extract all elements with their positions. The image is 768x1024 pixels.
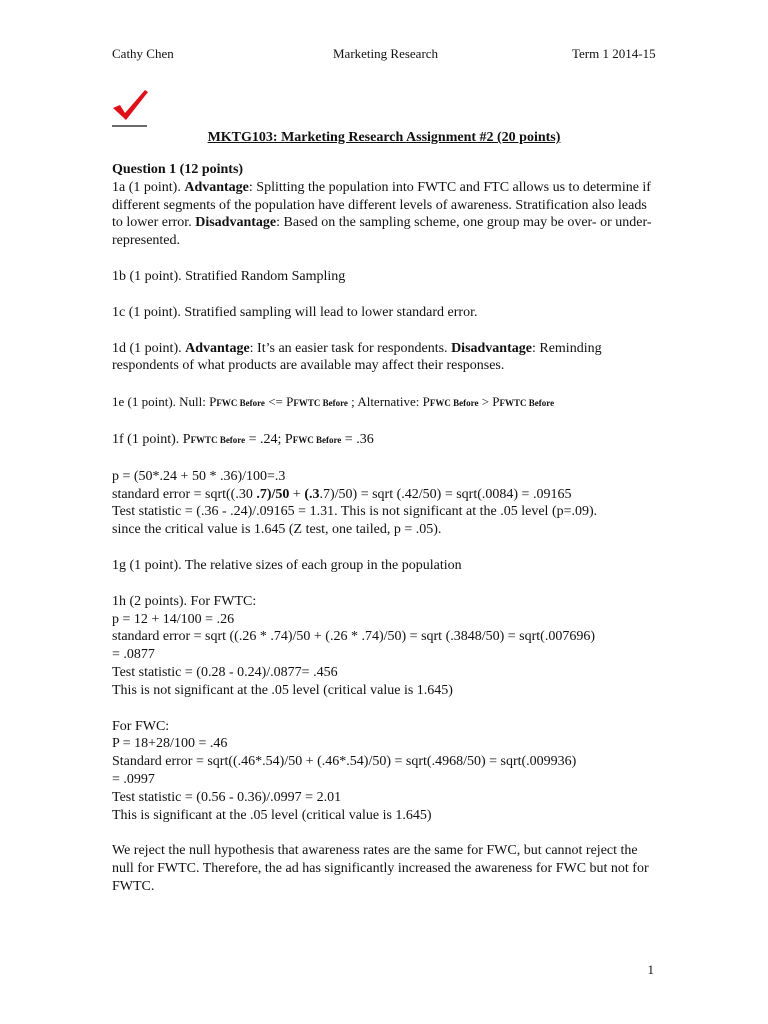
- se-part: standard error = sqrt((.30: [112, 486, 257, 502]
- final-conclusion: We reject the null hypothesis that awareness rates are the same for FWC, but cannot reject the null for FWTC. Therefore, the ad has significantly increased the awareness for FWC but not for FWTC.: [112, 843, 649, 894]
- header-author: Cathy Chen: [112, 46, 174, 61]
- fwc-se-line: Standard error = sqrt((.46*.54)/50 + (.46*.54)/50) = sqrt(.4968/50) = sqrt(.009936): [112, 754, 577, 770]
- answer-1c: 1c (1 point). Stratified sampling will lead to lower standard error.: [112, 304, 478, 320]
- se-part: +: [289, 486, 305, 502]
- header-term: Term 1 2014-15: [572, 46, 656, 61]
- pooled-p-line: p = (50*.24 + 50 * .36)/100=.3: [112, 468, 286, 484]
- header-course: Marketing Research: [333, 46, 439, 61]
- disadvantage-label: Disadvantage: [195, 215, 277, 231]
- answer-1h-heading: 1h (2 points). For FWTC:: [112, 593, 257, 609]
- advantage-label: Advantage: [185, 340, 250, 356]
- answer-1f-part: = .36: [341, 431, 374, 447]
- fwc-conclusion: This is significant at the .05 level (critical value is 1.645): [112, 807, 432, 823]
- critical-value-line: since the critical value is 1.645 (Z test, one tailed, p = .05).: [112, 522, 442, 538]
- answer-1a-disadvantage: : Based on the sampling scheme, one group may be over- or under-represented.: [112, 215, 652, 249]
- subscript: FWC Before: [292, 434, 342, 445]
- subscript: FWC Before: [216, 398, 265, 409]
- answer-1f-prefix: 1f (1 point). P: [112, 431, 191, 447]
- answer-1e-prefix: 1e (1 point). Null: P: [112, 394, 217, 410]
- answer-1d-prefix: 1d (1 point).: [112, 340, 186, 356]
- se-part: .7)/50) = sqrt (.42/50) = sqrt(.0084) = .09165: [319, 486, 572, 502]
- se-part: .7)/50: [256, 486, 290, 502]
- fwtc-se-value: = .0877: [112, 647, 155, 663]
- answer-1e-part: ; Alternative: P: [347, 394, 430, 410]
- question-heading: Question 1 (12 points): [112, 162, 244, 177]
- fwtc-test-statistic: Test statistic = (0.28 - 0.24)/.0877= .456: [112, 664, 338, 680]
- answer-1a: [112, 179, 652, 250]
- answer-1e-part: > P: [478, 394, 500, 410]
- fwc-test-statistic: Test statistic = (0.56 - 0.36)/.0997 = 2.01: [112, 789, 342, 805]
- fwtc-se-line: standard error = sqrt ((.26 * .74)/50 + (.26 * .74)/50) = sqrt (.3848/50) = sqrt(.007696): [112, 629, 595, 645]
- checkmark-icon: [110, 88, 150, 128]
- answer-1f-part: = .24; P: [245, 431, 293, 447]
- answer-1e: [112, 393, 652, 413]
- answer-1f: [112, 431, 652, 450]
- se-part: (.3: [304, 486, 320, 502]
- standard-error-line: [112, 486, 652, 504]
- subscript: FWTC Before: [190, 434, 246, 445]
- fwtc-p-line: p = 12 + 14/100 = .26: [112, 611, 235, 627]
- test-statistic-line: Test statistic = (.36 - .24)/.09165 = 1.31. This is not significant at the .05 level (p=.09).: [112, 504, 598, 520]
- fwtc-conclusion: This is not significant at the .05 level (critical value is 1.645): [112, 682, 453, 698]
- answer-1d-disadvantage: : Reminding respondents of what products are available may affect their responses.: [112, 340, 602, 374]
- page-number: 1: [647, 962, 654, 977]
- subscript: FWTC Before: [293, 398, 348, 409]
- answer-1g: 1g (1 point). The relative sizes of each group in the population: [112, 557, 462, 573]
- fwc-heading: For FWC:: [112, 718, 170, 734]
- assignment-title: MKTG103: Marketing Research Assignment #2 (20 points): [207, 130, 561, 145]
- answer-1a-prefix: 1a (1 point).: [112, 179, 185, 195]
- answer-1e-part: <= P: [264, 394, 294, 410]
- advantage-label: Advantage: [184, 179, 249, 195]
- subscript: FWC Before: [429, 398, 479, 409]
- subscript: FWTC Before: [499, 398, 555, 409]
- fwc-se-value: = .0997: [112, 771, 155, 787]
- fwc-p-line: P = 18+28/100 = .46: [112, 736, 228, 752]
- answer-1d: [112, 340, 652, 376]
- answer-1a-advantage: : Splitting the population into FWTC and FTC allows us to determine if different segments of the population have different levels of awareness. Stratification also leads to lower error.: [112, 179, 651, 231]
- answer-body: [112, 161, 652, 914]
- disadvantage-label: Disadvantage: [451, 340, 532, 356]
- answer-1b: 1b (1 point). Stratified Random Sampling: [112, 268, 346, 284]
- answer-1d-advantage: : It’s an easier task for respondents.: [249, 340, 452, 356]
